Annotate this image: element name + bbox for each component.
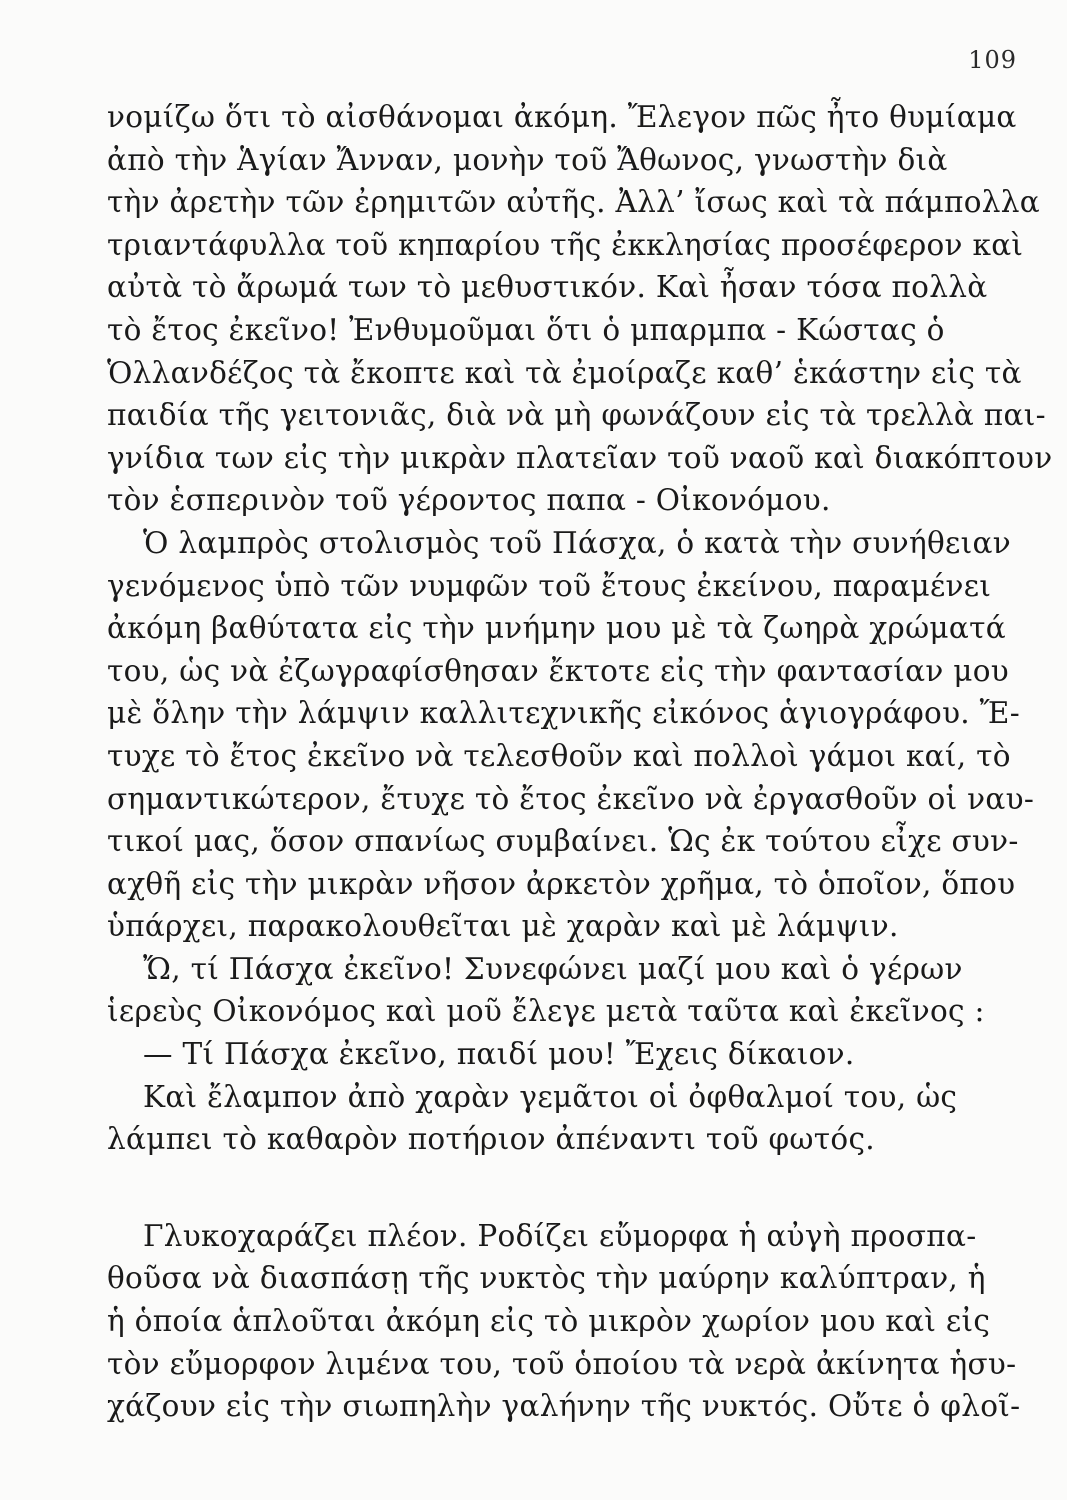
text-line: ἀπὸ τὴν Ἁγίαν Ἄνναν, μονὴν τοῦ Ἄθωνος, γνωστὴν διὰ bbox=[107, 142, 948, 177]
text-line: αχθῆ εἰς τὴν μικρὰν νῆσον ἀρκετὸν χρῆμα, τὸ ὁποῖον, ὅπου bbox=[107, 866, 1016, 901]
text-line: τὴν ἀρετὴν τῶν ἐρημιτῶν αὐτῆς. Ἀλλ’ ἴσως καὶ τὰ πάμπολλα bbox=[107, 185, 1041, 220]
text-line: ἡ ὁποία ἁπλοῦται ἀκόμη εἰς τὸ μικρὸν χωρίον μου καὶ εἰς bbox=[107, 1304, 991, 1339]
paragraph-start-line: Καὶ ἔλαμπον ἀπὸ χαρὰν γεμᾶτοι οἱ ὀφθαλμοί του, ὡς bbox=[143, 1079, 958, 1114]
paragraph-start-line: Γλυκοχαράζει πλέον. Ροδίζει εὔμορφα ἡ αὐγὴ προσπα- bbox=[143, 1218, 977, 1253]
text-line: του, ὡς νὰ ἐζωγραφίσθησαν ἔκτοτε εἰς τὴν φαντασίαν μου bbox=[107, 653, 1010, 688]
text-line: νομίζω ὅτι τὸ αἰσθάνομαι ἀκόμη. Ἔλεγον πῶς ἦτο θυμίαμα bbox=[107, 100, 1017, 134]
text-line: γνίδια των εἰς τὴν μικρὰν πλατεῖαν τοῦ ναοῦ καὶ διακόπτουν bbox=[107, 440, 1053, 475]
text-line: ἀκόμη βαθύτατα εἰς τὴν μνήμην μου μὲ τὰ ζωηρὰ χρώματά bbox=[107, 611, 1006, 646]
text-line: ἱερεὺς Οἰκονόμος καὶ μοῦ ἔλεγε μετὰ ταῦτα καὶ ἐκεῖνος : bbox=[107, 994, 985, 1029]
text-line: χάζουν εἰς τὴν σιωπηλὴν γαλήνην τῆς νυκτός. Οὔτε ὁ φλοῖ- bbox=[107, 1389, 1021, 1424]
text-line: σημαντικώτερον, ἔτυχε τὸ ἔτος ἐκεῖνο νὰ ἐργασθοῦν οἱ ναυ- bbox=[107, 781, 1035, 816]
text-line: τὸν ἑσπερινὸν τοῦ γέροντος παπα - Οἰκονόμου. bbox=[107, 483, 831, 518]
dialogue-line: — Τί Πάσχα ἐκεῖνο, παιδί μου! Ἔχεις δίκαιον. bbox=[143, 1037, 855, 1072]
text-line: Ὁλλανδέζος τὰ ἔκοπτε καὶ τὰ ἐμοίραζε καθ’ ἑκάστην εἰς τὰ bbox=[107, 355, 1022, 390]
text-line: γενόμενος ὑπὸ τῶν νυμφῶν τοῦ ἔτους ἐκείνου, παραμένει bbox=[107, 568, 992, 603]
text-line: τικοί μας, ὅσον σπανίως συμβαίνει. Ὡς ἐκ τούτου εἶχε συν- bbox=[107, 824, 1019, 859]
text-line: ὑπάρχει, παρακολουθεῖται μὲ χαρὰν καὶ μὲ λάμψιν. bbox=[107, 909, 899, 944]
page-number: 109 bbox=[968, 46, 1017, 74]
paragraph-start-line: Ὤ, τί Πάσχα ἐκεῖνο! Συνεφώνει μαζί μου καὶ ὁ γέρων bbox=[143, 951, 963, 986]
text-line: τριαντάφυλλα τοῦ κηπαρίου τῆς ἐκκλησίας προσέφερον καὶ bbox=[107, 227, 1024, 262]
page-body bbox=[107, 96, 1053, 1428]
text-line: τυχε τὸ ἔτος ἐκεῖνο νὰ τελεσθοῦν καὶ πολλοὶ γάμοι καί, τὸ bbox=[107, 738, 1011, 773]
text-line: παιδία τῆς γειτονιᾶς, διὰ νὰ μὴ φωνάζουν εἰς τὰ τρελλὰ παι- bbox=[107, 398, 1046, 433]
text-line: θοῦσα νὰ διασπάσῃ τῆς νυκτὸς τὴν μαύρην καλύπτραν, ἡ bbox=[107, 1261, 986, 1296]
text-line: τὸ ἔτος ἐκεῖνο! Ἐνθυμοῦμαι ὅτι ὁ μπαρμπα - Κώστας ὁ bbox=[107, 312, 945, 347]
text-line: λάμπει τὸ καθαρὸν ποτήριον ἀπέναντι τοῦ φωτός. bbox=[107, 1122, 875, 1157]
text-line: αὐτὰ τὸ ἄρωμά των τὸ μεθυστικόν. Καὶ ἦσαν τόσα πολλὰ bbox=[107, 270, 988, 305]
text-line: τὸν εὔμορφον λιμένα του, τοῦ ὁποίου τὰ νερὰ ἀκίνητα ἡσυ- bbox=[107, 1346, 1017, 1381]
paragraph-start-line: Ὁ λαμπρὸς στολισμὸς τοῦ Πάσχα, ὁ κατὰ τὴν συνήθειαν bbox=[143, 525, 1011, 560]
section-break bbox=[107, 1161, 939, 1215]
text-line: μὲ ὅλην τὴν λάμψιν καλλιτεχνικῆς εἰκόνος ἁγιογράφου. Ἔ- bbox=[107, 696, 1020, 731]
